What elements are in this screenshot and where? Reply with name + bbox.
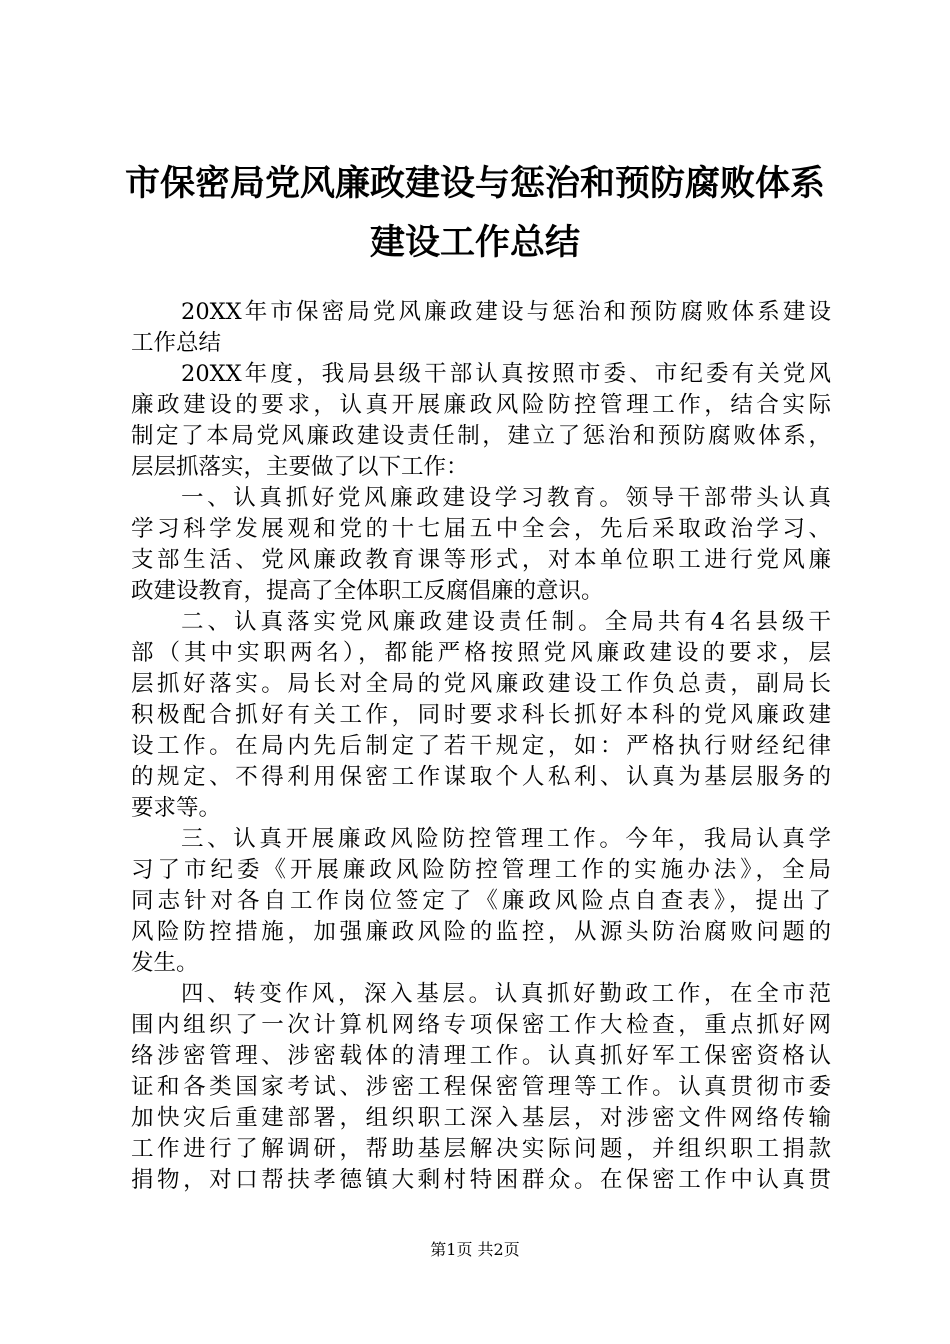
body-line: 学习科学发展观和党的十七届五中全会，先后采取政治学习、 <box>131 516 831 542</box>
body-line: 习了市纪委《开展廉政风险防控管理工作的实施办法》，全局 <box>131 857 831 883</box>
body-line: 积极配合抓好有关工作，同时要求科长抓好本科的党风廉政建 <box>131 702 831 728</box>
body-line: 政建设教育，提高了全体职工反腐倡廉的意识。 <box>131 578 604 604</box>
body-line: 20XX年市保密局党风廉政建设与惩治和预防腐败体系建设 <box>181 299 831 325</box>
body-line: 部（其中实职两名），都能严格按照党风廉政建设的要求，层 <box>131 640 831 666</box>
body-line: 一、认真抓好党风廉政建设学习教育。领导干部带头认真 <box>181 485 831 511</box>
body-line: 发生。 <box>131 950 199 976</box>
body-line: 20XX年度，我局县级干部认真按照市委、市纪委有关党风 <box>181 361 831 387</box>
body-line: 制定了本局党风廉政建设责任制，建立了惩治和预防腐败体系， <box>131 423 831 449</box>
body-line: 设工作。在局内先后制定了若干规定，如：严格执行财经纪律 <box>131 733 831 759</box>
body-line: 二、认真落实党风廉政建设责任制。全局共有4名县级干 <box>181 609 831 635</box>
document-body <box>131 297 831 1196</box>
body-line: 风险防控措施，加强廉政风险的监控，从源头防治腐败问题的 <box>131 919 831 945</box>
body-line: 要求等。 <box>131 795 222 821</box>
body-line: 同志针对各自工作岗位签定了《廉政风险点自查表》，提出了 <box>131 888 831 914</box>
body-line: 四、转变作风，深入基层。认真抓好勤政工作，在全市范 <box>181 981 831 1007</box>
document-title-line-2: 建设工作总结 <box>369 222 580 263</box>
body-line: 证和各类国家考试、涉密工程保密管理等工作。认真贯彻市委 <box>131 1074 831 1100</box>
body-line: 的规定、不得利用保密工作谋取个人私利、认真为基层服务的 <box>131 764 831 790</box>
document-title-line-1: 市保密局党风廉政建设与惩治和预防腐败体系 <box>124 163 825 204</box>
body-line: 层抓好落实。局长对全局的党风廉政建设工作负总责，副局长 <box>131 671 831 697</box>
page-footer: 第1页 共2页 <box>430 1240 520 1259</box>
body-line: 加快灾后重建部署，组织职工深入基层，对涉密文件网络传输 <box>131 1105 831 1131</box>
body-line: 支部生活、党风廉政教育课等形式，对本单位职工进行党风廉 <box>131 547 831 573</box>
body-line: 捐物，对口帮扶孝德镇大剩村特困群众。在保密工作中认真贯 <box>131 1167 831 1193</box>
body-line: 三、认真开展廉政风险防控管理工作。今年，我局认真学 <box>181 826 831 852</box>
body-line: 络涉密管理、涉密载体的清理工作。认真抓好军工保密资格认 <box>131 1043 831 1069</box>
body-line: 围内组织了一次计算机网络专项保密工作大检查，重点抓好网 <box>131 1012 831 1038</box>
body-line: 工作进行了解调研，帮助基层解决实际问题，并组织职工捐款 <box>131 1136 831 1162</box>
body-line: 工作总结 <box>131 330 222 356</box>
body-line: 层层抓落实，主要做了以下工作： <box>131 454 469 480</box>
body-line: 廉政建设的要求，认真开展廉政风险防控管理工作，结合实际 <box>131 392 831 418</box>
